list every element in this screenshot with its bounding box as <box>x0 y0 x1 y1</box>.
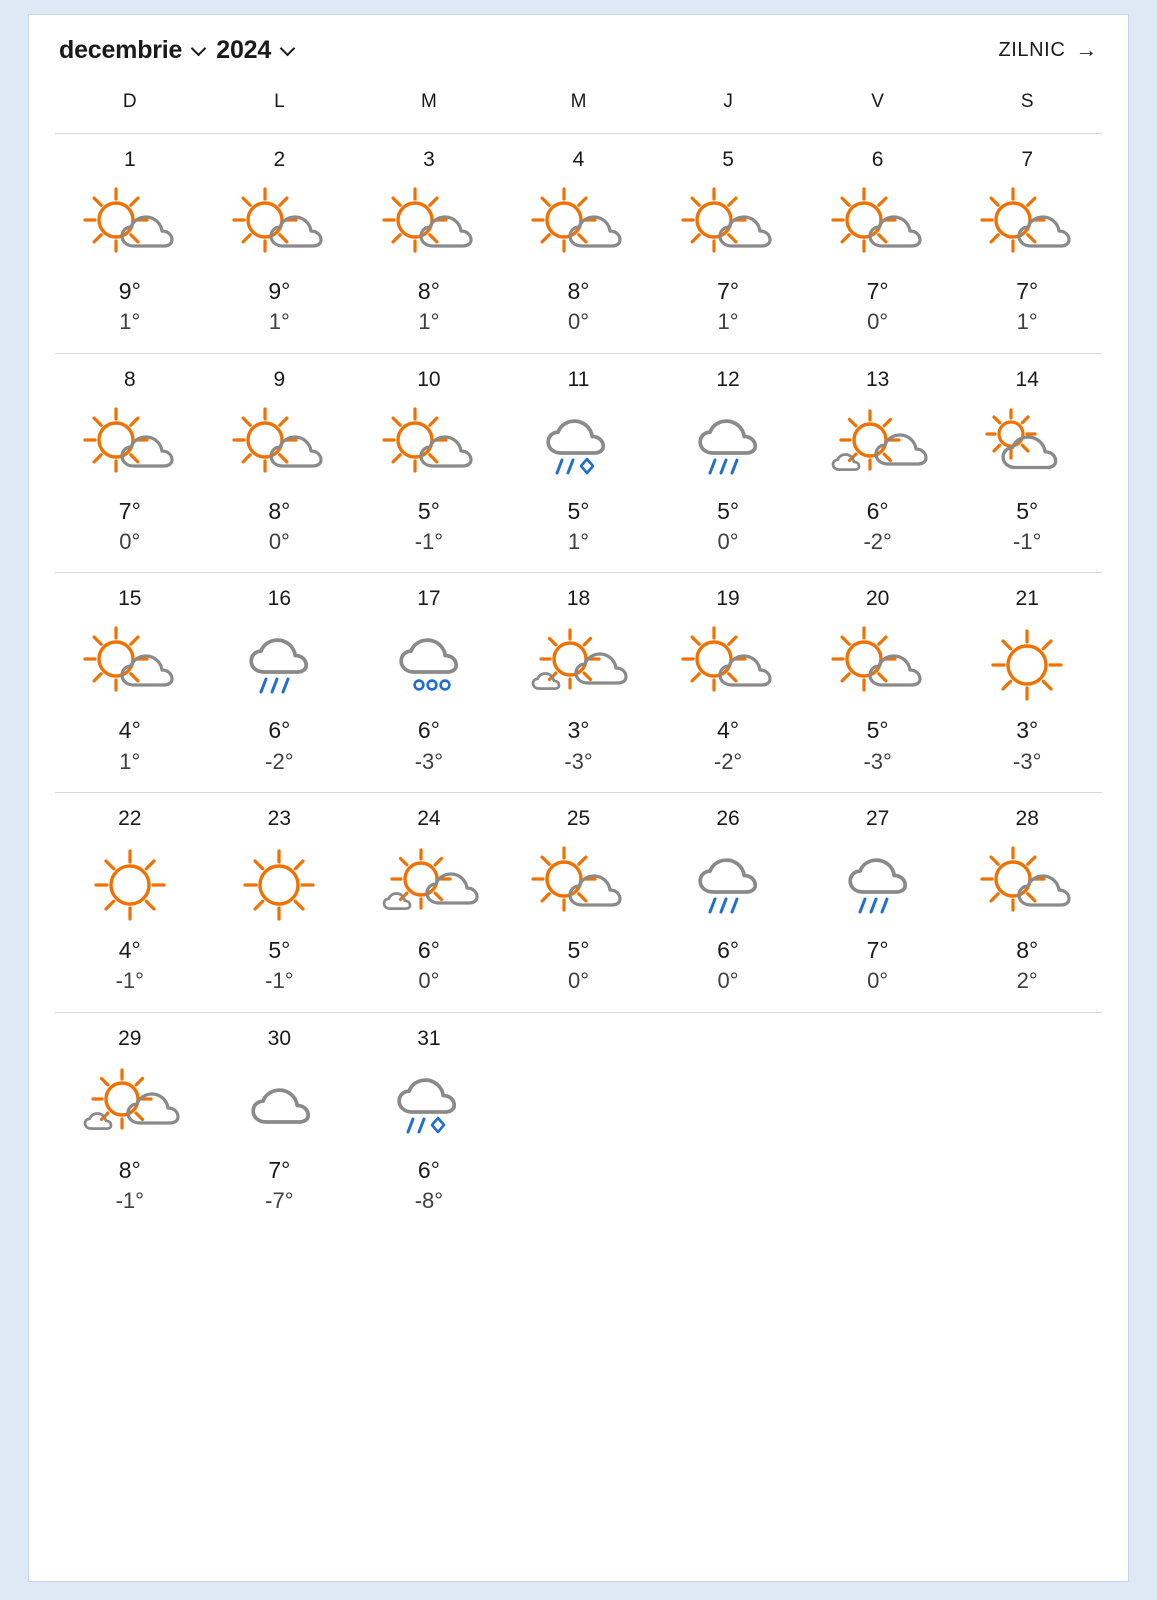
high-temperature: 8° <box>1016 937 1039 964</box>
day-number: 18 <box>566 587 591 611</box>
calendar-day-cell[interactable] <box>803 807 953 996</box>
weather-icon-wrap <box>369 617 489 713</box>
low-temperature: -3° <box>564 748 593 774</box>
month-label[interactable]: decembrie <box>59 35 183 64</box>
high-temperature: 6° <box>417 937 440 964</box>
low-temperature: 1° <box>119 748 141 774</box>
high-temperature: 8° <box>567 278 590 304</box>
weather-icon-wrap <box>967 398 1087 494</box>
low-temperature: -1° <box>414 528 444 554</box>
low-temperature: 1° <box>418 309 440 335</box>
day-number: 6 <box>871 148 884 171</box>
weekday-header-row <box>55 85 1102 134</box>
high-temperature: 5° <box>268 937 291 964</box>
weather-icon-wrap <box>70 1057 190 1153</box>
day-number: 3 <box>423 148 435 171</box>
calendar-day-cell[interactable] <box>653 587 803 776</box>
day-number: 5 <box>722 148 734 171</box>
day-number: 28 <box>1015 807 1039 831</box>
temperatures <box>1013 496 1041 557</box>
temperatures <box>119 715 141 776</box>
sun-icon <box>967 617 1087 713</box>
day-number: 22 <box>118 807 142 831</box>
day-number: 21 <box>1015 587 1039 611</box>
sun-behind-cloud-icon <box>70 178 190 274</box>
weather-icon-wrap <box>818 178 938 274</box>
calendar-day-cell[interactable] <box>504 587 654 776</box>
low-temperature: -1° <box>1013 528 1042 554</box>
low-temperature: 0° <box>268 528 290 554</box>
calendar-day-cell[interactable] <box>504 368 654 557</box>
calendar-day-cell[interactable] <box>354 1027 504 1216</box>
temperatures <box>415 715 443 776</box>
calendar-week-row <box>55 793 1102 1013</box>
low-temperature: 0° <box>418 968 440 994</box>
daily-view-link[interactable] <box>998 39 1098 62</box>
sun-behind-cloud-icon <box>668 617 788 713</box>
temperatures <box>116 935 144 996</box>
sun-behind-cloud-icon <box>967 837 1087 933</box>
sun-behind-clouds-icon <box>369 837 489 933</box>
daily-view-label: ZILNIC <box>998 38 1066 61</box>
temperatures <box>867 935 889 996</box>
cloud-rain-icon <box>818 837 938 933</box>
low-temperature: -1° <box>115 968 144 994</box>
day-number: 8 <box>123 367 136 391</box>
low-temperature: 0° <box>717 528 739 554</box>
calendar-day-cell[interactable] <box>952 148 1102 337</box>
calendar-day-cell[interactable] <box>205 148 355 337</box>
sun-behind-cloud-icon <box>369 178 489 274</box>
calendar-day-cell[interactable] <box>205 807 355 996</box>
temperatures <box>567 276 589 337</box>
sun-behind-cloud-icon <box>967 178 1087 274</box>
weather-icon-wrap <box>818 398 938 494</box>
high-temperature: 7° <box>118 497 141 524</box>
calendar-day-cell[interactable] <box>504 148 654 337</box>
day-number: 25 <box>566 807 591 831</box>
high-temperature: 4° <box>118 937 141 964</box>
temperatures <box>265 935 293 996</box>
high-temperature: 9° <box>268 278 291 304</box>
day-number: 27 <box>865 807 890 831</box>
calendar-day-cell-empty <box>952 1027 1102 1216</box>
high-temperature: 7° <box>1016 278 1039 304</box>
sun-behind-clouds-icon <box>518 617 638 713</box>
calendar-day-cell[interactable] <box>354 587 504 776</box>
low-temperature: 1° <box>268 309 290 335</box>
calendar-day-cell[interactable] <box>803 587 953 776</box>
weather-icon-wrap <box>70 398 190 494</box>
temperatures <box>1016 935 1038 996</box>
low-temperature: 0° <box>119 528 141 554</box>
high-temperature: 5° <box>567 937 590 964</box>
day-number: 20 <box>865 587 890 611</box>
temperatures <box>415 496 443 557</box>
high-temperature: 9° <box>118 278 141 304</box>
calendar-header <box>55 15 1102 85</box>
day-number: 12 <box>716 367 740 391</box>
calendar-day-cell[interactable] <box>504 807 654 996</box>
weekday-label: M <box>421 91 437 112</box>
calendar-day-cell-empty <box>803 1027 953 1216</box>
high-temperature: 6° <box>717 937 740 964</box>
day-number: 1 <box>123 148 136 171</box>
day-number: 2 <box>273 148 286 171</box>
sun-behind-cloud-icon <box>818 617 938 713</box>
low-temperature: 0° <box>867 968 889 994</box>
calendar-day-cell[interactable] <box>354 148 504 337</box>
day-number: 24 <box>417 807 441 831</box>
low-temperature: 0° <box>717 968 739 994</box>
chevron-down-icon[interactable] <box>192 42 206 56</box>
calendar-week-row <box>55 354 1102 574</box>
temperatures <box>717 935 739 996</box>
weekday-label: S <box>1020 91 1034 112</box>
temperatures <box>265 1155 293 1216</box>
temperatures <box>415 1155 443 1216</box>
calendar-day-cell[interactable] <box>205 368 355 557</box>
temperatures <box>564 715 592 776</box>
cloud-mostly-icon <box>967 398 1087 494</box>
calendar-day-cell[interactable] <box>205 1027 355 1216</box>
day-number: 7 <box>1021 148 1034 171</box>
low-temperature: 1° <box>1016 309 1038 335</box>
calendar-day-cell[interactable] <box>55 368 205 557</box>
low-temperature: 0° <box>867 309 889 335</box>
day-number: 11 <box>567 367 590 391</box>
cloud-rain-sleet-icon <box>369 1057 489 1153</box>
day-number: 15 <box>118 587 142 611</box>
day-number: 26 <box>716 807 740 831</box>
weather-icon-wrap <box>219 178 339 274</box>
weather-icon-wrap <box>369 837 489 933</box>
sun-icon <box>70 837 190 933</box>
weather-icon-wrap <box>219 398 339 494</box>
low-temperature: -1° <box>115 1187 144 1213</box>
low-temperature: -1° <box>265 968 294 994</box>
low-temperature: -3° <box>414 748 444 774</box>
temperatures <box>268 276 290 337</box>
weather-icon-wrap <box>219 837 339 933</box>
low-temperature: -2° <box>265 748 294 774</box>
temperatures <box>1016 276 1038 337</box>
low-temperature: -2° <box>713 748 743 774</box>
low-temperature: -3° <box>863 748 892 774</box>
weather-icon-wrap <box>369 178 489 274</box>
sun-behind-cloud-icon <box>818 178 938 274</box>
temperatures <box>116 1155 144 1216</box>
temperatures <box>1013 715 1041 776</box>
high-temperature: 5° <box>866 717 889 744</box>
temperatures <box>418 935 440 996</box>
high-temperature: 5° <box>1016 497 1039 524</box>
low-temperature: 0° <box>567 309 589 335</box>
weather-icon-wrap <box>967 617 1087 713</box>
arrow-right-icon: → <box>1075 37 1098 62</box>
weekday-label: M <box>570 91 587 112</box>
day-number: 13 <box>865 367 890 391</box>
sun-behind-cloud-icon <box>70 398 190 494</box>
temperatures <box>265 715 293 776</box>
low-temperature: 1° <box>567 528 589 554</box>
weather-icon-wrap <box>518 837 638 933</box>
weekday-label: L <box>274 91 285 112</box>
day-number: 10 <box>417 367 441 391</box>
cloud-rain-icon <box>668 837 788 933</box>
temperatures <box>717 276 739 337</box>
high-temperature: 6° <box>417 717 440 744</box>
temperatures <box>268 496 290 557</box>
sun-behind-clouds-icon <box>70 1057 190 1153</box>
high-temperature: 4° <box>118 717 141 744</box>
calendar-day-cell[interactable] <box>354 368 504 557</box>
calendar-day-cell-empty <box>653 1027 803 1216</box>
weather-icon-wrap <box>668 178 788 274</box>
day-number: 16 <box>267 587 292 611</box>
day-number: 9 <box>273 367 286 391</box>
monthly-calendar-card <box>28 14 1129 1582</box>
calendar-day-cell[interactable] <box>803 368 953 557</box>
weekday-label: J <box>723 91 733 112</box>
weather-icon-wrap <box>70 178 190 274</box>
high-temperature: 5° <box>567 497 590 524</box>
weekday-label: D <box>122 91 137 112</box>
year-label[interactable]: 2024 <box>216 35 272 64</box>
calendar-day-cell[interactable] <box>205 587 355 776</box>
weather-icon-wrap <box>369 398 489 494</box>
temperatures <box>717 496 739 557</box>
high-temperature: 6° <box>417 1156 440 1183</box>
sun-behind-cloud-icon <box>70 617 190 713</box>
calendar-week-row <box>55 1013 1102 1232</box>
high-temperature: 5° <box>717 497 740 524</box>
calendar-day-cell[interactable] <box>803 148 953 337</box>
sun-behind-cloud-icon <box>219 398 339 494</box>
calendar-week-row <box>55 573 1102 793</box>
calendar-day-cell[interactable] <box>55 1027 205 1216</box>
temperatures <box>867 276 889 337</box>
weather-icon-wrap <box>668 398 788 494</box>
calendar-day-cell[interactable] <box>952 807 1102 996</box>
weather-icon-wrap <box>818 617 938 713</box>
low-temperature: -8° <box>414 1187 444 1213</box>
calendar-day-cell[interactable] <box>653 368 803 557</box>
temperatures <box>863 496 891 557</box>
day-number: 17 <box>417 587 441 611</box>
temperatures <box>714 715 742 776</box>
temperatures <box>567 935 589 996</box>
sun-behind-cloud-icon <box>668 178 788 274</box>
low-temperature: 2° <box>1016 968 1038 994</box>
weather-icon-wrap <box>219 617 339 713</box>
high-temperature: 7° <box>717 278 740 304</box>
calendar-day-cell-empty <box>504 1027 654 1216</box>
high-temperature: 7° <box>866 278 889 304</box>
calendar-day-cell[interactable] <box>354 807 504 996</box>
high-temperature: 7° <box>866 937 889 964</box>
calendar-day-cell[interactable] <box>55 807 205 996</box>
cloud-sleet-icon <box>369 617 489 713</box>
day-number: 31 <box>417 1026 441 1050</box>
sun-behind-cloud-icon <box>518 837 638 933</box>
day-number: 30 <box>267 1026 292 1050</box>
sun-icon <box>219 837 339 933</box>
high-temperature: 8° <box>268 497 291 524</box>
day-number: 23 <box>267 807 292 831</box>
calendar-day-cell[interactable] <box>55 148 205 337</box>
cloud-rain-icon <box>219 617 339 713</box>
day-number: 14 <box>1015 367 1039 391</box>
weather-icon-wrap <box>668 837 788 933</box>
high-temperature: 6° <box>268 717 291 744</box>
calendar-day-cell[interactable] <box>55 587 205 776</box>
calendar-week-row <box>55 134 1102 354</box>
low-temperature: 1° <box>119 309 141 335</box>
high-temperature: 8° <box>417 278 440 304</box>
high-temperature: 6° <box>866 497 889 524</box>
low-temperature: -7° <box>265 1187 294 1213</box>
temperatures <box>119 276 141 337</box>
weather-icon-wrap <box>518 178 638 274</box>
weather-icon-wrap <box>369 1057 489 1153</box>
weather-icon-wrap <box>518 398 638 494</box>
calendar-day-cell[interactable] <box>952 587 1102 776</box>
high-temperature: 4° <box>717 717 740 744</box>
high-temperature: 8° <box>118 1156 141 1183</box>
calendar-day-cell[interactable] <box>653 148 803 337</box>
high-temperature: 5° <box>417 497 440 524</box>
low-temperature: 1° <box>717 309 739 335</box>
high-temperature: 3° <box>1016 717 1039 744</box>
weather-icon-wrap <box>70 617 190 713</box>
sun-behind-cloud-icon <box>219 178 339 274</box>
weather-icon-wrap <box>967 837 1087 933</box>
cloud-rain-icon <box>668 398 788 494</box>
temperatures <box>119 496 141 557</box>
weather-icon-wrap <box>70 837 190 933</box>
high-temperature: 3° <box>567 717 590 744</box>
weekday-label: V <box>871 91 884 112</box>
sun-behind-cloud-icon <box>369 398 489 494</box>
sun-behind-cloud-icon <box>518 178 638 274</box>
weather-icon-wrap <box>967 178 1087 274</box>
temperatures <box>418 276 440 337</box>
month-year-selector[interactable] <box>59 36 295 65</box>
chevron-down-icon[interactable] <box>281 42 295 56</box>
calendar-grid <box>55 134 1102 1232</box>
weather-icon-wrap <box>518 617 638 713</box>
weather-icon-wrap <box>668 617 788 713</box>
calendar-day-cell[interactable] <box>952 368 1102 557</box>
cloud-icon <box>219 1057 339 1153</box>
calendar-day-cell[interactable] <box>653 807 803 996</box>
weather-icon-wrap <box>219 1057 339 1153</box>
temperatures <box>567 496 589 557</box>
temperatures <box>863 715 891 776</box>
high-temperature: 7° <box>268 1156 291 1183</box>
day-number: 4 <box>572 148 585 171</box>
low-temperature: 0° <box>567 968 589 994</box>
low-temperature: -3° <box>1013 748 1042 774</box>
weather-icon-wrap <box>818 837 938 933</box>
low-temperature: -2° <box>863 528 892 554</box>
cloud-rain-sleet-icon <box>518 398 638 494</box>
day-number: 29 <box>118 1026 142 1050</box>
day-number: 19 <box>716 587 740 611</box>
sun-behind-clouds-icon <box>818 398 938 494</box>
